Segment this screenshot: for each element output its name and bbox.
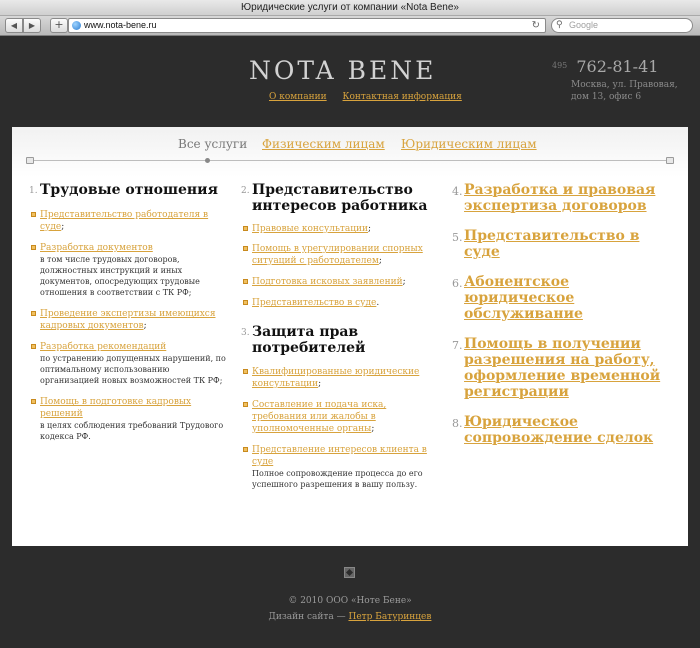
service-section-labor (29, 182, 227, 442)
phone (552, 57, 658, 76)
item-suffix: ; (368, 224, 372, 234)
office-address: Москва, ул. Правовая, дом 13, офис 6 (571, 80, 678, 102)
list-item (40, 341, 227, 386)
section-title: Защита прав потребителей (252, 324, 366, 356)
services-column-3 (452, 182, 677, 460)
service-heading-link[interactable]: Юридическое сопровождение сделок (464, 414, 654, 446)
list-item (40, 209, 227, 233)
divider-end-right (666, 157, 674, 164)
search-input[interactable] (569, 20, 687, 31)
service-heading (452, 228, 677, 260)
window-title: Юридические услуги от компании «Nota Bene» (0, 0, 700, 16)
item-suffix: ; (402, 277, 406, 287)
section-number: 6. (452, 277, 463, 290)
phone-number: 762-81-41 (576, 57, 659, 76)
back-button[interactable]: ◀ (5, 18, 23, 33)
service-heading (452, 274, 677, 322)
section-number: 5. (452, 231, 463, 244)
bullet-icon (243, 226, 248, 231)
service-link[interactable]: Проведение экспертизы имеющихся кадровых документов (40, 309, 216, 331)
section-number: 4. (452, 185, 463, 198)
search-icon: ⚲ (556, 20, 563, 30)
nav-contacts-link[interactable]: Контактная информация (342, 92, 462, 102)
top-nav (269, 92, 475, 102)
site-logo[interactable]: NOTA BENE (249, 56, 437, 85)
service-list (252, 366, 441, 490)
service-heading-link[interactable]: Представительство в суде (464, 228, 640, 260)
item-description: в том числе трудовых договоров, должностных инструкций и иных документов, опосредующих трудовые отношения в соответствии с ТК РФ; (40, 255, 200, 297)
list-item (252, 223, 441, 235)
service-link[interactable]: Представительство в суде (252, 298, 377, 308)
list-item (252, 297, 441, 309)
bullet-icon (31, 311, 36, 316)
bullet-icon (243, 369, 248, 374)
service-heading (452, 336, 677, 400)
service-link[interactable]: Помощь в урегулировании спорных ситуаций с работодателем (252, 244, 423, 266)
bullet-icon (31, 245, 36, 250)
section-title: Трудовые отношения (40, 182, 218, 198)
list-item (40, 308, 227, 332)
list-item (252, 276, 441, 288)
service-heading-link[interactable]: Абонентское юридическое обслуживание (464, 274, 583, 322)
bullet-icon (243, 300, 248, 305)
service-heading (452, 414, 677, 446)
url-text[interactable]: www.nota-bene.ru (84, 20, 157, 30)
reload-icon[interactable]: ↻ (531, 20, 540, 31)
address-bar[interactable] (68, 18, 546, 33)
item-suffix: ; (371, 424, 375, 434)
bullet-icon (31, 399, 36, 404)
item-description: Полное сопровождение процесса до его успешного разрешения в вашу пользу. (252, 469, 423, 489)
service-link[interactable]: Подготовка исковых заявлений (252, 277, 403, 287)
service-heading-link[interactable]: Разработка и правовая экспертиза договоров (464, 182, 656, 214)
service-heading-link[interactable]: Помощь в получении разрешения на работу, оформление временной регистрации (464, 336, 661, 400)
globe-icon (72, 21, 81, 30)
design-credits (0, 612, 700, 622)
item-suffix: ; (378, 256, 382, 266)
bullet-icon (243, 402, 248, 407)
phone-code: 495 (552, 61, 568, 70)
list-item (252, 444, 441, 490)
copyright: © 2010 ООО «Ноте Бене» (288, 596, 412, 606)
tab-individuals[interactable]: Физическим лицам (262, 137, 385, 151)
bullet-icon (243, 279, 248, 284)
search-bar[interactable] (551, 18, 693, 33)
item-description: в целях соблюдения требований Трудового кодекса РФ. (40, 421, 224, 441)
section-number: 1. (29, 186, 38, 196)
list-item (40, 396, 227, 442)
tabs-divider (30, 160, 670, 161)
service-heading (452, 182, 677, 214)
footer-logo-icon (344, 567, 355, 578)
browser-toolbar (0, 16, 700, 36)
service-link[interactable]: Разработка рекомендаций (40, 342, 167, 352)
forward-button[interactable]: ▶ (23, 18, 41, 33)
section-number: 3. (241, 328, 250, 338)
service-link[interactable]: Квалифицированные юридические консультации (252, 367, 420, 389)
bullet-icon (243, 447, 248, 452)
designer-link[interactable]: Петр Батуринцев (348, 612, 432, 622)
service-list (252, 223, 441, 309)
content-panel (12, 127, 688, 546)
nav-about-link[interactable]: О компании (269, 92, 327, 102)
services-column-2 (241, 182, 441, 490)
service-link[interactable]: Представление интересов клиента в суде (252, 445, 427, 467)
services-column-1 (29, 182, 227, 442)
service-link[interactable]: Представительство работодателя в суде (40, 210, 209, 232)
service-section-consumer (241, 324, 441, 490)
item-suffix: ; (143, 321, 147, 331)
service-link[interactable]: Помощь в подготовке кадровых решений (40, 397, 192, 419)
service-link[interactable]: Разработка документов (40, 243, 153, 253)
item-suffix: . (376, 298, 380, 308)
bullet-icon (31, 344, 36, 349)
list-item (252, 243, 441, 267)
service-section-employee (241, 182, 441, 309)
add-bookmark-button[interactable]: + (50, 18, 68, 33)
section-number: 8. (452, 417, 463, 430)
design-credits-label: Дизайн сайта — (268, 612, 349, 622)
bullet-icon (31, 212, 36, 217)
list-item (252, 366, 441, 390)
section-number: 7. (452, 339, 463, 352)
list-item (40, 242, 227, 298)
item-suffix: ; (61, 222, 65, 232)
section-number: 2. (241, 186, 250, 196)
item-description: по устранению допущенных нарушений, по оптимальному использованию организацией новых возможностей ТК РФ; (40, 354, 226, 385)
tab-companies[interactable]: Юридическим лицам (401, 137, 537, 151)
item-suffix: ; (318, 379, 322, 389)
tab-all-services[interactable]: Все услуги (178, 137, 248, 151)
divider-end-left (26, 157, 34, 164)
service-link[interactable]: Правовые консультации (252, 224, 369, 234)
bullet-icon (243, 246, 248, 251)
active-tab-marker (205, 158, 210, 163)
list-item (252, 399, 441, 435)
section-title: Представительство интересов работника (252, 182, 428, 214)
service-list (40, 209, 227, 442)
service-link[interactable]: Составление и подача иска, требования или жалобы в уполномоченные органы (252, 400, 387, 434)
